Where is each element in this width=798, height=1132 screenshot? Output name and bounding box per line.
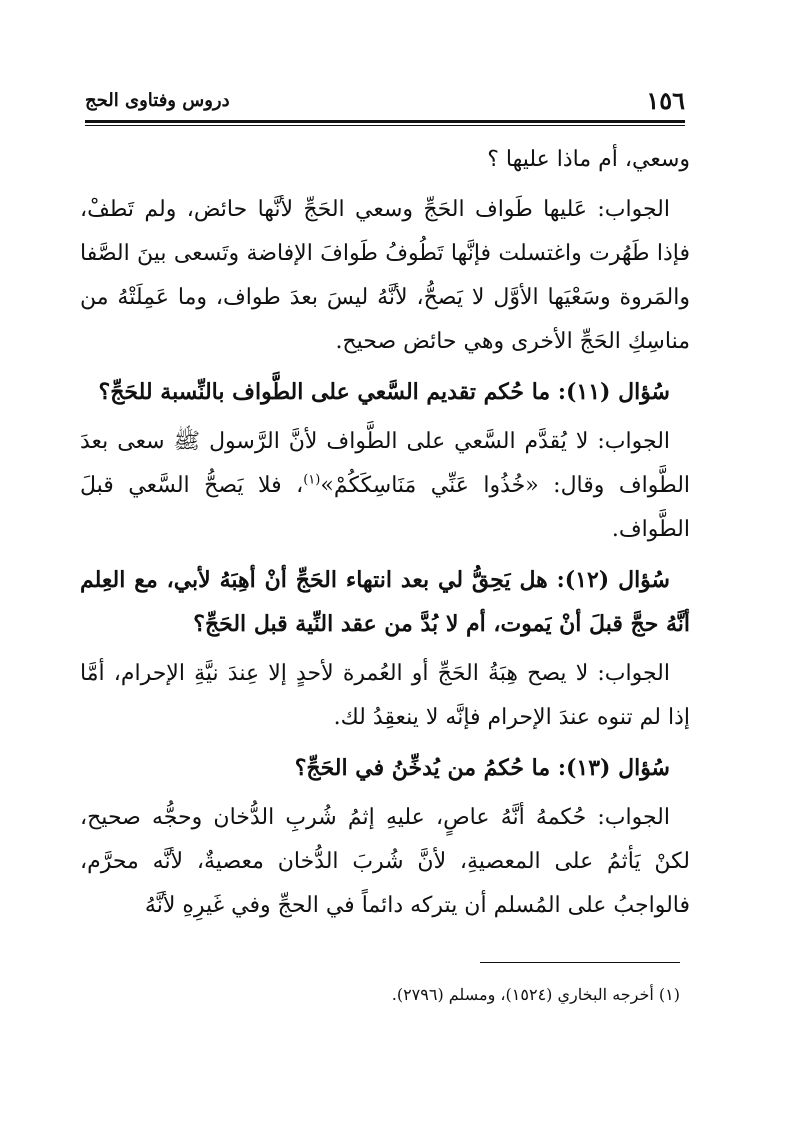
- page-number: ١٥٦: [646, 86, 685, 115]
- answer-text: عَليها طَواف الحَجِّ وسعي الحَجِّ لأنَّها حائض، ولم تَطفْ، فإذا طَهُرت واغتسلت فإنَّها تَطُوفُ طَوافَ الإفاضة وتَسعى بينَ الصَّفا والمَروة وسَعْيَها الأوَّل لا يَصحُّ، لأنَّهُ ليسَ بعدَ طواف، وما عَمِلَتْهُ من مناسِكِ الحَجِّ الأخرى وهي حائض صحيح.: [80, 197, 690, 354]
- book-title: دروس وفتاوى الحج: [85, 90, 230, 111]
- question-label: سُؤال (١٢):: [556, 567, 670, 593]
- answer-label: الجواب:: [597, 429, 671, 454]
- answer-text: لا يصح هِبَةُ الحَجِّ أو العُمرة لأحدٍ إلا عِندَ نيَّةِ الإحرام، أمَّا إذا لم تنوه عندَ الإحرام فإنَّه لا ينعقِدُ لك.: [80, 661, 690, 730]
- body-text: [80, 138, 690, 934]
- answer-paragraph: [80, 188, 690, 364]
- answer-paragraph: [80, 652, 690, 740]
- footnote-reference[interactable]: (١): [303, 472, 321, 488]
- question-paragraph: [80, 746, 690, 790]
- header-rule-thin: [85, 125, 685, 126]
- question-label: سُؤال (١٣):: [557, 755, 670, 781]
- question-paragraph: [80, 558, 690, 646]
- answer-label: الجواب:: [597, 805, 670, 830]
- answer-paragraph: [80, 796, 690, 928]
- question-label: سُؤال (١١):: [557, 379, 670, 405]
- question-text: ما حُكمُ من يُدخِّنُ في الحَجِّ؟: [294, 755, 551, 781]
- question-paragraph: [80, 370, 690, 414]
- answer-text-continued: ، فلا يَصحُّ السَّعي قبلَ الطَّواف.: [80, 473, 690, 542]
- question-text: ما حُكم تقديم السَّعي على الطَّواف بالنِّسبة للحَجِّ؟: [98, 379, 551, 405]
- answer-paragraph: [80, 420, 690, 552]
- continuation-paragraph: وسعي، أم ماذا عليها ؟: [487, 147, 690, 172]
- answer-text: لا يُقدَّم السَّعي على الطَّواف لأنَّ الرَّسول ﷺ سعى بعدَ الطَّواف وقال: «خُذُوا عَنِّي مَنَاسِكَكُمْ»: [80, 429, 691, 498]
- question-text: هل يَحِقُّ لي بعد انتهاء الحَجِّ أنْ أهِبَهُ لأبي، مع العِلم أنَّهُ حجَّ قبلَ أنْ يَموت، أم لا بُدَّ من عقد النِّية قبل الحَجِّ؟: [80, 567, 690, 637]
- header-rule: [85, 120, 685, 123]
- answer-text: حُكمهُ أنَّهُ عاصٍ، عليهِ إثمُ شُربِ الدُّخان وحجُّه صحيح، لكنْ يَأثمُ على المعصيةِ، لأنَّ شُربَ الدُّخان معصيةٌ، لأنَّه محرَّم، فالواجبُ على المُسلم أن يتركه دائماً في الحجِّ وفي غَيرِهِ لأنَّهُ: [80, 805, 690, 918]
- running-header: [85, 86, 685, 116]
- footnote-rule: [480, 962, 680, 963]
- answer-label: الجواب:: [597, 661, 670, 686]
- answer-label: الجواب:: [597, 197, 670, 222]
- footnote: (١) أخرجه البخاري (١٥٢٤)، ومسلم (٢٧٩٦).: [391, 985, 680, 1004]
